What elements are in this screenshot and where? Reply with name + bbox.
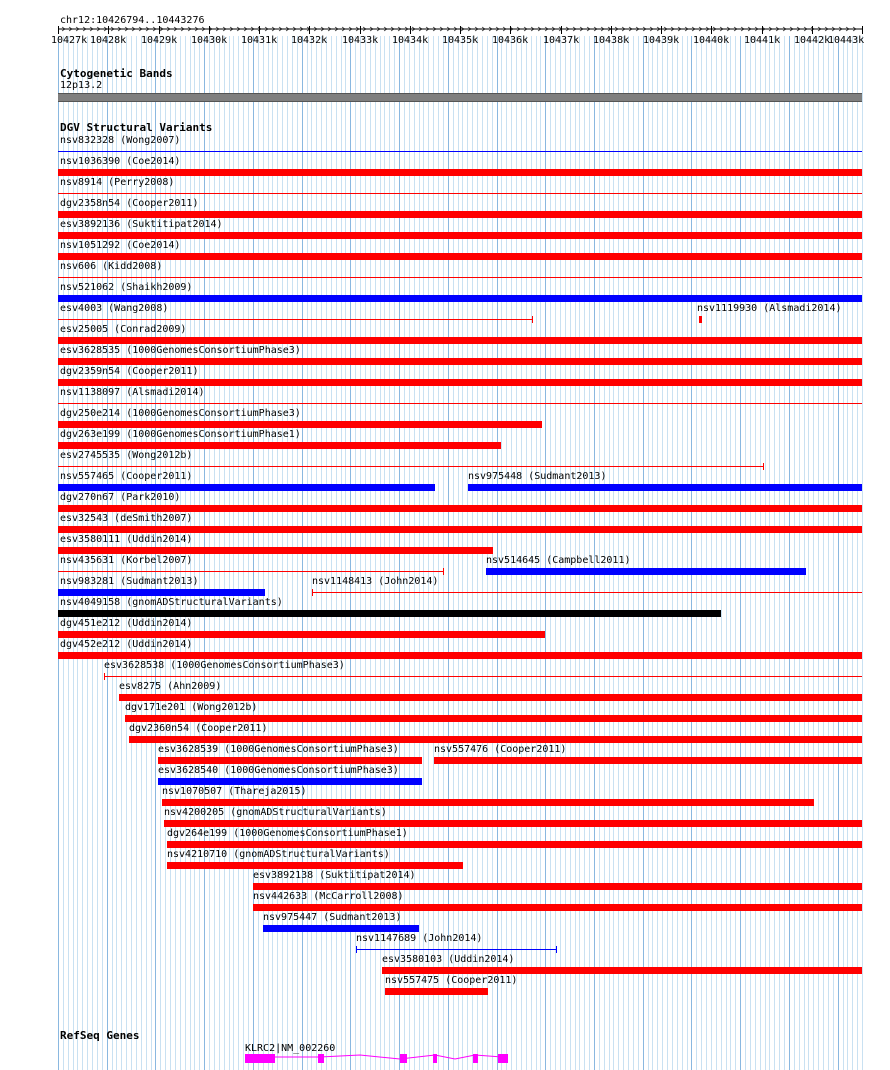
- ruler-tick-label: 10437k: [543, 35, 580, 46]
- ruler-tick: [108, 26, 109, 34]
- dgv-feature-glyph[interactable]: [382, 967, 862, 974]
- dgv-feature-label: nsv1138097 (Alsmadi2014): [60, 387, 205, 398]
- dgv-feature-label: esv3628538 (1000GenomesConsortiumPhase3): [104, 660, 345, 671]
- dgv-feature-glyph[interactable]: [434, 757, 862, 764]
- dgv-feature-label: dgv270n67 (Park2010): [60, 492, 181, 503]
- dgv-feature-label: nsv557476 (Cooper2011): [434, 744, 567, 755]
- dgv-feature-glyph[interactable]: [158, 757, 422, 764]
- gene-exon: [400, 1054, 407, 1063]
- ruler-axis[interactable]: [0, 24, 890, 34]
- dgv-feature-label: dgv264e199 (1000GenomesConsortiumPhase1): [167, 828, 408, 839]
- dgv-feature-label: nsv606 (Kidd2008): [60, 261, 163, 272]
- dgv-feature-glyph[interactable]: [58, 403, 862, 404]
- dgv-feature-label: nsv1036390 (Coe2014): [60, 156, 181, 167]
- ruler-tick: [812, 26, 813, 34]
- dgv-feature-glyph[interactable]: [58, 232, 862, 239]
- ruler-tick-label: 10428k: [90, 35, 127, 46]
- dgv-feature-glyph[interactable]: [58, 631, 545, 638]
- dgv-feature-label: nsv1148413 (John2014): [312, 576, 439, 587]
- dgv-feature-glyph[interactable]: [164, 820, 862, 827]
- dgv-feature-glyph[interactable]: [58, 547, 493, 554]
- dgv-feature-label: esv3628540 (1000GenomesConsortiumPhase3): [158, 765, 399, 776]
- dgv-feature-glyph[interactable]: [158, 778, 422, 785]
- dgv-feature-glyph[interactable]: [58, 589, 265, 596]
- dgv-feature-glyph[interactable]: [129, 736, 862, 743]
- ruler-tick: [862, 26, 863, 34]
- dgv-feature-label: dgv2360n54 (Cooper2011): [129, 723, 268, 734]
- ruler-tick-label: 10440k: [693, 35, 730, 46]
- dgv-feature-label: dgv250e214 (1000GenomesConsortiumPhase3): [60, 408, 301, 419]
- cytoband-label: 12p13.2: [60, 80, 103, 91]
- ruler-tick-label: 10430k: [191, 35, 228, 46]
- dgv-feature-glyph[interactable]: [119, 694, 862, 701]
- ruler-tick-label: 10431k: [241, 35, 278, 46]
- dgv-feature-label: esv8275 (Ahn2009): [119, 681, 222, 692]
- ruler-tick: [360, 26, 361, 34]
- dgv-feature-label: dgv263e199 (1000GenomesConsortiumPhase1): [60, 429, 301, 440]
- ruler-tick: [209, 26, 210, 34]
- ruler-tick: [762, 26, 763, 34]
- dgv-feature-label: esv25005 (Conrad2009): [60, 324, 187, 335]
- cytoband-track-title: Cytogenetic Bands: [60, 67, 173, 80]
- dgv-feature-glyph[interactable]: [58, 466, 763, 467]
- dgv-feature-glyph[interactable]: [58, 421, 542, 428]
- ruler-tick-label: 10432k: [291, 35, 328, 46]
- dgv-feature-endcap: [556, 946, 557, 953]
- dgv-feature-endcap: [443, 568, 444, 575]
- dgv-feature-label: esv3628535 (1000GenomesConsortiumPhase3): [60, 345, 301, 356]
- ruler-tick: [460, 26, 461, 34]
- dgv-feature-glyph[interactable]: [58, 277, 862, 278]
- ruler-tick-label: 10427k: [51, 35, 88, 46]
- ruler-tick-label: 10433k: [342, 35, 379, 46]
- dgv-feature-label: esv3580103 (Uddin2014): [382, 954, 515, 965]
- ruler-tick: [611, 26, 612, 34]
- dgv-feature-label: nsv4200205 (gnomADStructuralVariants): [164, 807, 387, 818]
- dgv-feature-glyph[interactable]: [486, 568, 806, 575]
- dgv-feature-label: nsv1070507 (Thareja2015): [162, 786, 307, 797]
- dgv-track-title: DGV Structural Variants: [60, 121, 213, 134]
- dgv-feature-glyph[interactable]: [58, 295, 862, 302]
- ruler-tick: [510, 26, 511, 34]
- dgv-feature-glyph[interactable]: [58, 151, 862, 152]
- dgv-feature-glyph[interactable]: [167, 862, 463, 869]
- gene-exon: [473, 1054, 478, 1063]
- ruler-tick-label: 10434k: [392, 35, 429, 46]
- dgv-feature-label: nsv4049158 (gnomADStructuralVariants): [60, 597, 283, 608]
- dgv-feature-glyph[interactable]: [253, 883, 862, 890]
- dgv-feature-label: nsv442633 (McCarroll2008): [253, 891, 404, 902]
- dgv-feature-glyph[interactable]: [58, 442, 501, 449]
- dgv-feature-label: nsv4210710 (gnomADStructuralVariants): [167, 849, 390, 860]
- gene-exon: [245, 1054, 275, 1063]
- dgv-feature-label: nsv435631 (Korbel2007): [60, 555, 193, 566]
- ruler-tick: [711, 26, 712, 34]
- dgv-feature-label: nsv8914 (Perry2008): [60, 177, 175, 188]
- dgv-feature-label: nsv1147689 (John2014): [356, 933, 483, 944]
- dgv-feature-glyph[interactable]: [58, 358, 862, 365]
- ruler-tick: [309, 26, 310, 34]
- gene-exon: [498, 1054, 508, 1063]
- dgv-feature-label: esv32543 (deSmith2007): [60, 513, 193, 524]
- ruler-tick: [561, 26, 562, 34]
- ruler-tick: [159, 26, 160, 34]
- dgv-feature-label: esv4003 (Wang2008): [60, 303, 169, 314]
- gene-model-klrc2[interactable]: [240, 1052, 520, 1066]
- ruler-tick: [259, 26, 260, 34]
- ruler-tick-label: 10439k: [643, 35, 680, 46]
- dgv-feature-glyph[interactable]: [58, 526, 862, 533]
- dgv-feature-label: esv2745535 (Wong2012b): [60, 450, 193, 461]
- dgv-feature-label: nsv514645 (Campbell2011): [486, 555, 631, 566]
- ruler-tick: [58, 26, 59, 34]
- dgv-feature-label: nsv557465 (Cooper2011): [60, 471, 193, 482]
- cytoband-bar[interactable]: [58, 93, 862, 102]
- dgv-feature-glyph[interactable]: [385, 988, 488, 995]
- dgv-feature-glyph[interactable]: [58, 571, 443, 572]
- dgv-feature-label: nsv832328 (Wong2007): [60, 135, 181, 146]
- dgv-feature-label: dgv452e212 (Uddin2014): [60, 639, 193, 650]
- dgv-feature-label: esv3892138 (Suktitipat2014): [253, 870, 416, 881]
- gene-label: KLRC2|NM_002260: [245, 1043, 336, 1054]
- dgv-feature-glyph[interactable]: [162, 799, 814, 806]
- ruler-tick-label: 10438k: [593, 35, 630, 46]
- dgv-feature-label: esv3892136 (Suktitipat2014): [60, 219, 223, 230]
- dgv-feature-glyph[interactable]: [125, 715, 862, 722]
- ruler-tick-label: 10429k: [141, 35, 178, 46]
- dgv-feature-label: nsv975447 (Sudmant2013): [263, 912, 402, 923]
- dgv-feature-label: esv3580111 (Uddin2014): [60, 534, 193, 545]
- dgv-feature-glyph[interactable]: [312, 592, 862, 593]
- dgv-feature-glyph[interactable]: [263, 925, 419, 932]
- gene-exon: [318, 1054, 324, 1063]
- dgv-feature-label: dgv2358n54 (Cooper2011): [60, 198, 199, 209]
- dgv-feature-glyph[interactable]: [58, 610, 721, 617]
- dgv-feature-glyph[interactable]: [58, 484, 435, 491]
- dgv-feature-glyph[interactable]: [468, 484, 862, 491]
- dgv-feature-glyph[interactable]: [104, 676, 862, 677]
- ruler-tick-label: 10442k: [794, 35, 831, 46]
- dgv-feature-label: nsv1119930 (Alsmadi2014): [697, 303, 842, 314]
- dgv-feature-glyph[interactable]: [58, 505, 862, 512]
- dgv-feature-label: nsv557475 (Cooper2011): [385, 975, 518, 986]
- dgv-feature-endcap: [763, 463, 764, 470]
- ruler-tick-label: 10435k: [442, 35, 479, 46]
- dgv-feature-glyph[interactable]: [58, 337, 862, 344]
- dgv-feature-glyph[interactable]: [58, 193, 862, 194]
- dgv-feature-label: nsv975448 (Sudmant2013): [468, 471, 607, 482]
- dgv-feature-label: nsv983281 (Sudmant2013): [60, 576, 199, 587]
- dgv-feature-glyph[interactable]: [167, 841, 862, 848]
- dgv-feature-label: nsv1051292 (Coe2014): [60, 240, 181, 251]
- dgv-feature-glyph[interactable]: [58, 319, 532, 320]
- gene-exon: [433, 1054, 437, 1063]
- ruler-tick-label: 10436k: [492, 35, 529, 46]
- refseq-track-title: RefSeq Genes: [60, 1029, 140, 1042]
- dgv-feature-label: dgv451e212 (Uddin2014): [60, 618, 193, 629]
- dgv-feature-glyph[interactable]: [699, 316, 702, 323]
- dgv-feature-glyph[interactable]: [356, 949, 556, 950]
- dgv-feature-label: dgv171e201 (Wong2012b): [125, 702, 258, 713]
- dgv-feature-glyph[interactable]: [58, 652, 862, 659]
- dgv-feature-glyph[interactable]: [58, 169, 862, 176]
- dgv-feature-label: dgv2359n54 (Cooper2011): [60, 366, 199, 377]
- region-coordinates: chr12:10426794..10443276: [60, 15, 205, 26]
- dgv-feature-glyph[interactable]: [253, 904, 862, 911]
- dgv-feature-label: esv3628539 (1000GenomesConsortiumPhase3): [158, 744, 399, 755]
- dgv-feature-label: nsv521062 (Shaikh2009): [60, 282, 193, 293]
- ruler-tick: [661, 26, 662, 34]
- dgv-feature-glyph[interactable]: [58, 253, 862, 260]
- ruler-tick: [410, 26, 411, 34]
- ruler-tick-label: 10441k: [744, 35, 781, 46]
- dgv-feature-glyph[interactable]: [58, 379, 862, 386]
- dgv-feature-endcap: [532, 316, 533, 323]
- ruler-tick-label: 10443k: [828, 35, 865, 46]
- dgv-feature-glyph[interactable]: [58, 211, 862, 218]
